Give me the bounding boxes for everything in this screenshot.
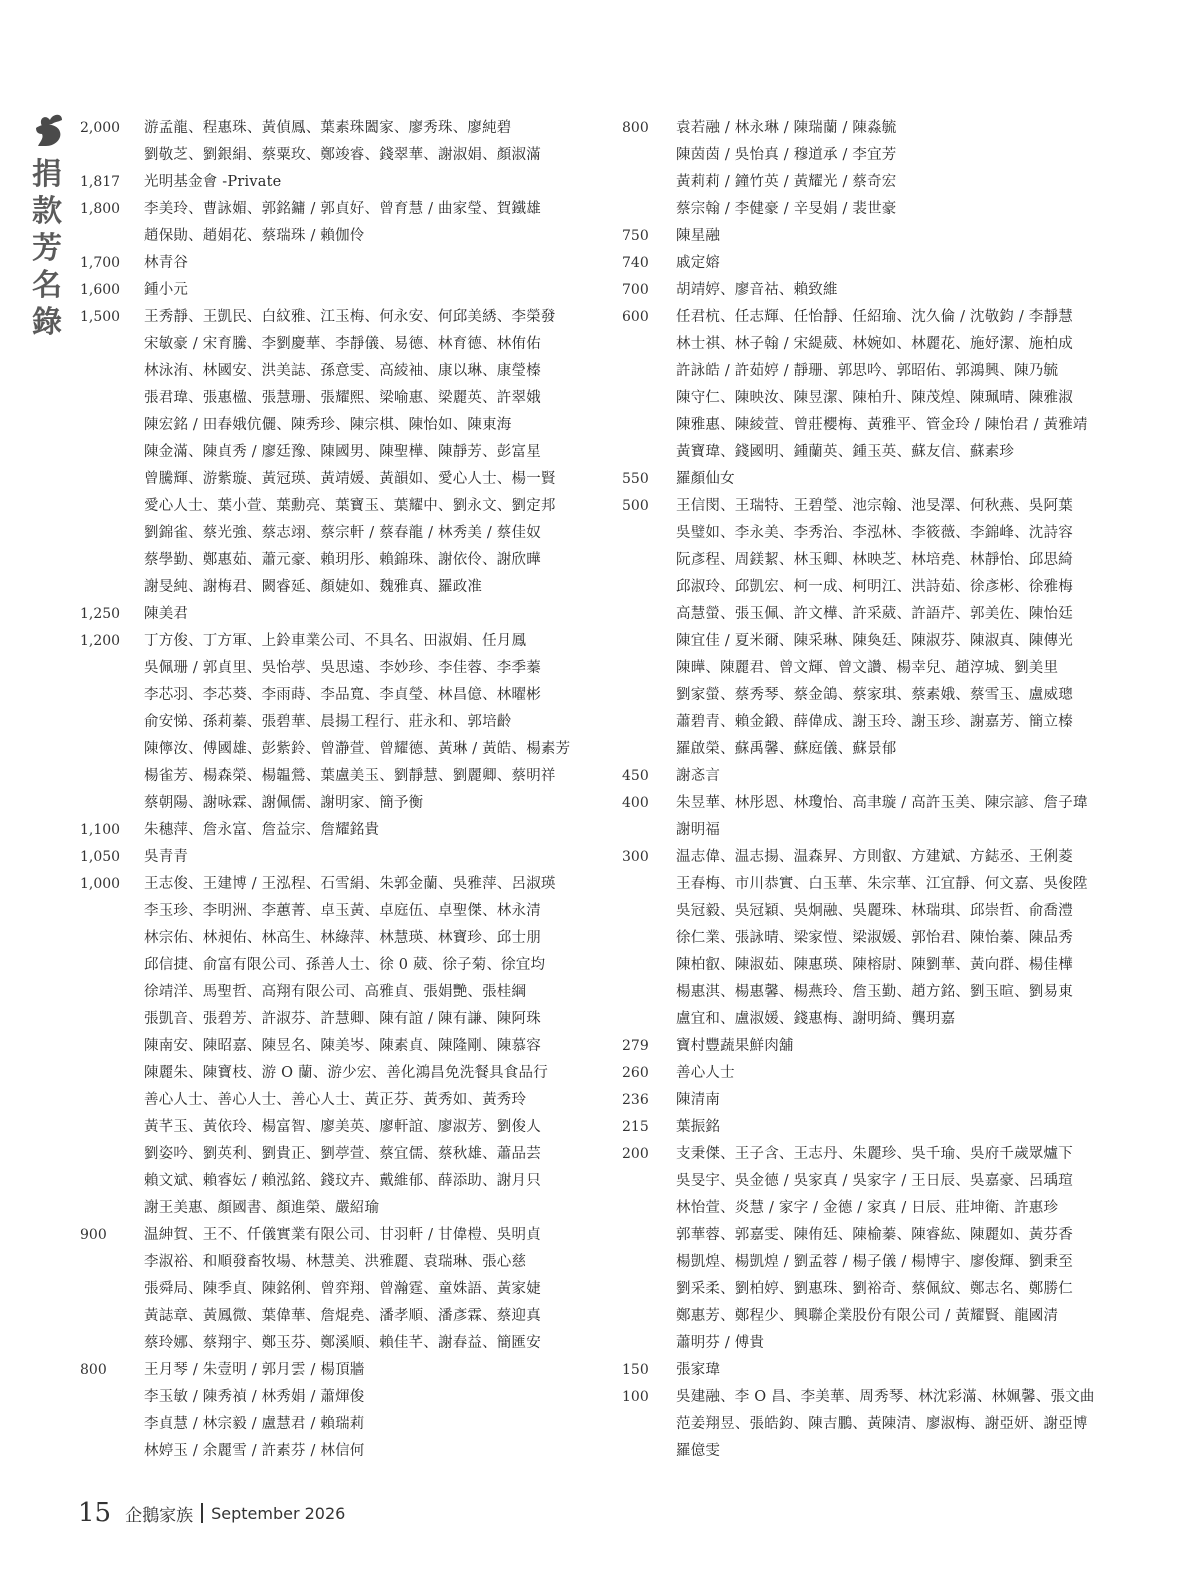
donation-amount: 1,250 (80, 606, 121, 622)
donor-names (676, 1357, 1142, 1384)
donor-line: 張舜局、陳季貞、陳銘俐、曾弈翔、曾瀚霆、童姝語、黃家婕 (144, 1281, 541, 1297)
donation-entry (622, 1033, 1142, 1060)
donor-names (144, 196, 600, 250)
donor-line: 謝王美惠、顏國書、顏進榮、嚴紹瑜 (144, 1200, 380, 1216)
donor-line: 劉采柔、劉柏婷、劉惠珠、劉裕奇、蔡佩紋、鄭志名、鄭勝仁 (676, 1281, 1073, 1297)
donor-line: 黃寶瑋、錢國明、鍾蘭英、鍾玉英、蘇友信、蘇素珍 (676, 444, 1015, 460)
donor-line: 趙保勛、趙娟花、蔡瑞珠 / 賴伽伶 (144, 228, 365, 244)
donation-entry (622, 115, 1142, 223)
donor-names (144, 304, 600, 601)
section-title-char: 名 (32, 268, 62, 303)
donor-line: 李玉敏 / 陳秀禎 / 林秀娟 / 蕭煇俊 (144, 1389, 365, 1405)
donor-line: 李芯羽、李芯葵、李雨蒔、李品寬、李貞瑩、林昌億、林曜彬 (144, 687, 541, 703)
donor-line: 羅啟榮、蘇禹馨、蘇庭儀、蘇景郁 (676, 741, 897, 757)
donor-line: 陳柏叡、陳淑茹、陳惠瑛、陳榕尉、陳劉華、黃向群、楊佳樺 (676, 957, 1073, 973)
donation-amount: 700 (622, 282, 649, 298)
donor-names (144, 250, 600, 277)
donor-line: 丁方俊、丁方軍、上鈴車業公司、不具名、田淑娟、任月鳳 (144, 633, 527, 649)
donor-line: 吳璧如、李永美、李秀治、李泓林、李筱薇、李錦峰、沈詩容 (676, 525, 1073, 541)
donation-entry (622, 844, 1142, 1033)
donor-names (676, 223, 1142, 250)
donation-amount: 1,700 (80, 255, 121, 271)
donor-line: 謝明福 (676, 822, 721, 838)
donor-line: 王信閔、王瑞特、王碧瑩、池宗翰、池旻澤、何秋燕、吳阿葉 (676, 498, 1073, 514)
donor-names (144, 871, 600, 1222)
donor-line: 林青谷 (144, 255, 189, 271)
donor-line: 黃誌章、黃鳳微、葉偉華、詹焜堯、潘孝順、潘彥霖、蔡迎真 (144, 1308, 541, 1324)
donation-entry (622, 223, 1142, 250)
donation-entry (80, 871, 600, 1222)
donor-names (144, 844, 600, 871)
donation-entry (622, 493, 1142, 763)
donor-line: 陳宜佳 / 夏米爾、陳采琳、陳奐廷、陳淑芬、陳淑真、陳傳光 (676, 633, 1073, 649)
donor-line: 李淑裕、和順發畜牧場、林慧美、洪雅麗、袁瑞琳、張心慈 (144, 1254, 527, 1270)
donor-line: 吳旻宇、吳金德 / 吳家真 / 吳家字 / 王日辰、吳嘉豪、呂瑀瑄 (676, 1173, 1073, 1189)
magazine-name: 企鵝家族 (125, 1505, 194, 1526)
donation-amount: 740 (622, 255, 649, 271)
donor-names (676, 466, 1142, 493)
donation-entry (622, 304, 1142, 466)
donation-amount: 279 (622, 1038, 649, 1054)
donor-line: 王春梅、市川恭實、白玉華、朱宗華、江宜靜、何文嘉、吳俊陞 (676, 876, 1088, 892)
donor-line: 蔡玲娜、蔡翔宇、鄭玉芬、鄭溪順、賴佳芊、謝春益、簡匯安 (144, 1335, 541, 1351)
donor-line: 徐仁業、張詠晴、梁家愷、梁淑媛、郭怡君、陳怡蓁、陳品秀 (676, 930, 1073, 946)
donor-line: 謝忞言 (676, 768, 721, 784)
donor-line: 羅顏仙女 (676, 471, 735, 487)
donor-line: 賴文斌、賴睿妘 / 賴泓銘、錢玟卉、戴維郁、薛添助、謝月只 (144, 1173, 541, 1189)
donor-line: 林士祺、林子翰 / 宋緹葳、林婉如、林麗花、施妤潔、施柏成 (676, 336, 1073, 352)
section-title-char: 芳 (32, 231, 62, 266)
donation-amount: 215 (622, 1119, 649, 1135)
section-title-char: 錄 (32, 305, 62, 340)
donor-line: 陳儜汝、傅國雄、彭紫鈴、曾瀞萱、曾耀德、黃琳 / 黃皓、楊素芳 (144, 741, 571, 757)
donor-line: 林宗佑、林昶佑、林高生、林綠萍、林慧瑛、林寶珍、邱士朋 (144, 930, 541, 946)
donation-amount: 1,800 (80, 201, 121, 217)
donor-line: 楊惠淇、楊惠馨、楊燕玲、詹玉勤、趙方銘、劉玉暄、劉易東 (676, 984, 1073, 1000)
donor-line: 善心人士、善心人士、善心人士、黃正芬、黃秀如、黃秀玲 (144, 1092, 527, 1108)
section-title-char: 捐 (32, 157, 62, 192)
donor-line: 蕭碧青、賴金鍛、薛偉成、謝玉玲、謝玉珍、謝嘉芳、簡立榛 (676, 714, 1073, 730)
donation-entry (622, 1087, 1142, 1114)
donor-names (144, 1222, 600, 1357)
donor-line: 蕭明芬 / 傅貴 (676, 1335, 765, 1351)
donor-names (676, 115, 1142, 223)
donor-line: 劉家螢、蔡秀琴、蔡金鴿、蔡家琪、蔡素娥、蔡雪玉、盧威璁 (676, 687, 1073, 703)
donation-amount: 1,200 (80, 633, 121, 649)
donation-entry (80, 115, 600, 169)
donor-line: 蔡學勤、鄭惠茹、蕭元豪、賴玥彤、賴錦珠、謝依伶、謝欣曄 (144, 552, 541, 568)
donor-line: 高慧螢、張玉佩、許文樺、許采葳、許語芹、郭美佐、陳怡廷 (676, 606, 1073, 622)
donor-line: 李玉珍、李明洲、李蕙菁、卓玉黃、卓庭伍、卓聖傑、林永清 (144, 903, 541, 919)
donor-line: 羅億雯 (676, 1443, 721, 1459)
donor-line: 阮彥程、周鎂絜、林玉卿、林映芝、林培堯、林靜怡、邱思綺 (676, 552, 1073, 568)
donor-names (676, 1087, 1142, 1114)
donation-amount: 1,600 (80, 282, 121, 298)
donor-column-left (80, 115, 600, 1465)
donor-names (144, 115, 600, 169)
donation-entry (622, 277, 1142, 304)
donor-names (676, 1060, 1142, 1087)
donor-line: 胡靖婷、廖音祜、賴致維 (676, 282, 838, 298)
donor-names (676, 790, 1142, 844)
donor-line: 張凱音、張碧芳、許淑芬、許慧卿、陳有誼 / 陳有謙、陳阿珠 (144, 1011, 541, 1027)
donor-names (676, 250, 1142, 277)
donor-line: 温志偉、温志揚、温森昇、方則叡、方建斌、方鋕丞、王俐菱 (676, 849, 1073, 865)
donor-line: 愛心人士、葉小萱、葉勳亮、葉寶玉、葉耀中、劉永文、劉定邦 (144, 498, 556, 514)
donor-line: 黃芊玉、黃依玲、楊富智、廖美英、廖軒誼、廖淑芳、劉俊人 (144, 1119, 541, 1135)
donation-entry (80, 628, 600, 817)
issue-date: September 2026 (211, 1503, 346, 1523)
donor-line: 陳清南 (676, 1092, 721, 1108)
donor-line: 徐靖洋、馬聖哲、高翔有限公司、高雅貞、張娟艷、張桂綱 (144, 984, 527, 1000)
donation-amount: 2,000 (80, 120, 121, 136)
donor-line: 盧宜和、盧淑媛、錢惠梅、謝明綺、龔玥嘉 (676, 1011, 956, 1027)
donation-amount: 600 (622, 309, 649, 325)
donor-line: 俞安悌、孫莉蓁、張碧華、晨揚工程行、莊永和、郭培齡 (144, 714, 512, 730)
donation-amount: 750 (622, 228, 649, 244)
donor-line: 邱淑玲、邱凱宏、柯一成、柯明江、洪詩茹、徐彥彬、徐雅梅 (676, 579, 1073, 595)
donor-names (144, 1357, 600, 1465)
donor-line: 劉姿吟、劉英利、劉貴正、劉葶萱、蔡宜儒、蔡秋雄、蕭品芸 (144, 1146, 541, 1162)
donation-amount: 900 (80, 1227, 107, 1243)
section-title-char: 款 (32, 194, 62, 229)
section-sidebar (30, 108, 74, 341)
donation-amount: 1,100 (80, 822, 121, 838)
donor-line: 蔡宗翰 / 李健豪 / 辛旻娟 / 裴世豪 (676, 201, 897, 217)
donation-entry (622, 466, 1142, 493)
donation-amount: 1,817 (80, 174, 121, 190)
donation-amount: 300 (622, 849, 649, 865)
donation-entry (80, 250, 600, 277)
donor-line: 陳宏銘 / 田春娥伉儷、陳秀珍、陳宗棋、陳怡如、陳東海 (144, 417, 512, 433)
donor-line: 曾騰輝、游紫璇、黃冠瑛、黃靖媛、黃韻如、愛心人士、楊一賢 (144, 471, 556, 487)
sprout-head-icon (32, 108, 74, 148)
donation-amount: 800 (622, 120, 649, 136)
donor-line: 許詠皓 / 許茹婷 / 靜珊、郭思吟、郭昭佑、郭鴻興、陳乃毓 (676, 363, 1059, 379)
donor-line: 郭華蓉、郭嘉雯、陳侑廷、陳榆蓁、陳睿紘、陳麗如、黃芬香 (676, 1227, 1073, 1243)
donor-line: 蔡朝陽、謝咏霖、謝佩儒、謝明家、簡予衡 (144, 795, 424, 811)
donor-line: 楊雀芳、楊森榮、楊韞鶯、葉盧美玉、劉靜慧、劉麗卿、蔡明祥 (144, 768, 556, 784)
donation-entry (80, 601, 600, 628)
donation-entry (80, 169, 600, 196)
page-footer (78, 1498, 345, 1528)
donor-names (676, 304, 1142, 466)
donor-line: 吳冠毅、吳冠穎、吳炯融、吳麗珠、林瑞琪、邱崇哲、俞喬澧 (676, 903, 1073, 919)
donor-names (676, 277, 1142, 304)
donor-names (144, 277, 600, 304)
donor-line: 支秉傑、王子含、王志丹、朱麗珍、吳千瑜、吳府千歲眾爐下 (676, 1146, 1073, 1162)
donor-line: 鍾小元 (144, 282, 189, 298)
donor-line: 吳青青 (144, 849, 189, 865)
donation-entry (622, 1060, 1142, 1087)
donor-names (676, 763, 1142, 790)
donor-line: 劉錦雀、蔡光強、蔡志翊、蔡宗軒 / 蔡春龍 / 林秀美 / 蔡佳奴 (144, 525, 541, 541)
donation-amount: 1,500 (80, 309, 121, 325)
donation-amount: 200 (622, 1146, 649, 1162)
donation-amount: 800 (80, 1362, 107, 1378)
donation-entry (80, 277, 600, 304)
donor-names (676, 844, 1142, 1033)
donation-entry (80, 304, 600, 601)
page-number: 15 (78, 1498, 112, 1528)
donor-line: 朱穗萍、詹永富、詹益宗、詹耀銘貴 (144, 822, 380, 838)
section-title (30, 156, 64, 341)
donation-entry (622, 1384, 1142, 1465)
donor-line: 陳守仁、陳映汝、陳昱潔、陳柏升、陳茂煌、陳珮晴、陳雅淑 (676, 390, 1073, 406)
donation-amount: 1,000 (80, 876, 121, 892)
donor-line: 王秀靜、王凱民、白紋雅、江玉梅、何永安、何邱美綉、李榮發 (144, 309, 556, 325)
donor-line: 李貞慧 / 林宗毅 / 盧慧君 / 賴瑞莉 (144, 1416, 365, 1432)
donor-line: 張君瑋、張惠楹、張慧珊、張耀熙、梁喻惠、梁麗英、許翠娥 (144, 390, 541, 406)
donor-names (144, 817, 600, 844)
donor-line: 陳星融 (676, 228, 721, 244)
donor-line: 劉敬芝、劉銀絹、蔡粟玫、鄭竣睿、錢翠華、謝淑娟、顏淑滿 (144, 147, 541, 163)
donor-line: 黃莉莉 / 鐘竹英 / 黃耀光 / 蔡奇宏 (676, 174, 897, 190)
donation-entry (80, 196, 600, 250)
donor-names (144, 601, 600, 628)
donor-column-right (622, 115, 1142, 1465)
donor-line: 温紳賀、王不、仟儀實業有限公司、甘羽軒 / 甘偉榿、吳明貞 (144, 1227, 541, 1243)
donor-line: 張家瑋 (676, 1362, 721, 1378)
donation-entry (80, 817, 600, 844)
donor-line: 朱昱華、林彤恩、林瓊怡、高聿璇 / 高許玉美、陳宗諺、詹子瑋 (676, 795, 1088, 811)
donation-entry (622, 763, 1142, 790)
donation-amount: 400 (622, 795, 649, 811)
donation-entry (622, 250, 1142, 277)
donation-entry (80, 1222, 600, 1357)
donor-names (676, 1384, 1142, 1465)
donor-line: 陳金滿、陳貞秀 / 廖廷豫、陳國男、陳聖樺、陳靜芳、彭富星 (144, 444, 541, 460)
donor-names (676, 493, 1142, 763)
donor-line: 林婷玉 / 余麗雪 / 許素芬 / 林信何 (144, 1443, 365, 1459)
donor-names (144, 628, 600, 817)
donation-amount: 100 (622, 1389, 649, 1405)
donation-amount: 236 (622, 1092, 649, 1108)
donor-line: 王志俊、王建博 / 王泓程、石雪絹、朱郭金蘭、吳雅萍、呂淑瑛 (144, 876, 556, 892)
donor-names (676, 1033, 1142, 1060)
donor-line: 范姜翔昱、張皓鈞、陳吉鵬、黃陳清、廖淑梅、謝亞妍、謝亞博 (676, 1416, 1088, 1432)
donation-amount: 550 (622, 471, 649, 487)
donor-line: 宋敏豪 / 宋育騰、李劉慶華、李靜儀、易德、林育德、林侑佑 (144, 336, 541, 352)
donor-line: 王月琴 / 朱壹明 / 郭月雲 / 楊頂牆 (144, 1362, 365, 1378)
donor-line: 寶村豐蔬果鮮肉舖 (676, 1038, 794, 1054)
donation-amount: 150 (622, 1362, 649, 1378)
donor-line: 光明基金會 -Private (144, 174, 282, 190)
donation-entry (80, 844, 600, 871)
donor-line: 林泳洧、林國安、洪美誌、孫意雯、高綾袖、康以琳、康瑩榛 (144, 363, 541, 379)
donation-amount: 1,050 (80, 849, 121, 865)
donor-names (676, 1141, 1142, 1357)
donor-line: 林怡萱、炎慧 / 家字 / 金德 / 家真 / 日辰、莊坤衛、許惠珍 (676, 1200, 1059, 1216)
donor-line: 李美玲、曹詠媚、郭銘鏞 / 郭貞好、曾育慧 / 曲家瑩、賀鐵雄 (144, 201, 541, 217)
donor-line: 陳美君 (144, 606, 189, 622)
donor-line: 任君杭、任志輝、任怡靜、任紹瑜、沈久倫 / 沈敬鈞 / 李靜慧 (676, 309, 1073, 325)
donor-line: 陳曄、陳麗君、曾文輝、曾文讚、楊幸兒、趙淳城、劉美里 (676, 660, 1059, 676)
donation-entry (622, 790, 1142, 844)
donor-line: 陳麗朱、陳寶枝、游 O 蘭、游少宏、善化鴻昌免洗餐具食品行 (144, 1065, 548, 1081)
donor-line: 善心人士 (676, 1065, 735, 1081)
donation-amount: 500 (622, 498, 649, 514)
donor-line: 陳茵茵 / 吳怡真 / 穆道承 / 李宜芳 (676, 147, 897, 163)
donation-entry (622, 1114, 1142, 1141)
donor-line: 謝旻純、謝梅君、闕睿延、顏婕如、魏雅真、羅政准 (144, 579, 483, 595)
donation-amount: 450 (622, 768, 649, 784)
donor-line: 鄭惠芳、鄭程少、興聯企業股份有限公司 / 黃耀賢、龍國清 (676, 1308, 1059, 1324)
donor-line: 葉振銘 (676, 1119, 721, 1135)
donor-line: 陳南安、陳昭嘉、陳昱名、陳美岑、陳素貞、陳隆剛、陳慕容 (144, 1038, 541, 1054)
donor-names (676, 1114, 1142, 1141)
donation-entry (622, 1357, 1142, 1384)
donor-line: 游孟龍、程惠珠、黃偵鳳、葉素珠闔家、廖秀珠、廖純碧 (144, 120, 512, 136)
donation-amount: 260 (622, 1065, 649, 1081)
donor-line: 吳建融、李 O 昌、李美華、周秀琴、林沈彩滿、林姵馨、張文曲 (676, 1389, 1095, 1405)
donor-line: 袁若融 / 林永琳 / 陳瑞蘭 / 陳淼毓 (676, 120, 897, 136)
donor-line: 陳雅惠、陳綾萱、曾莊櫻梅、黃雅平、管金玲 / 陳怡君 / 黃雅靖 (676, 417, 1088, 433)
donor-line: 楊凱煌、楊凱煌 / 劉孟蓉 / 楊子儀 / 楊博宇、廖俊輝、劉秉至 (676, 1254, 1073, 1270)
donation-entry (622, 1141, 1142, 1357)
donor-names (144, 169, 600, 196)
donation-entry (80, 1357, 600, 1465)
donor-line: 戚定嫆 (676, 255, 721, 271)
donor-line: 吳佩珊 / 郭貞里、吳怡葶、吳思遠、李妙珍、李佳蓉、李季蓁 (144, 660, 541, 676)
donor-line: 邱信捷、俞富有限公司、孫善人士、徐 0 葳、徐子菊、徐宜均 (144, 957, 546, 973)
footer-divider (201, 1503, 203, 1523)
